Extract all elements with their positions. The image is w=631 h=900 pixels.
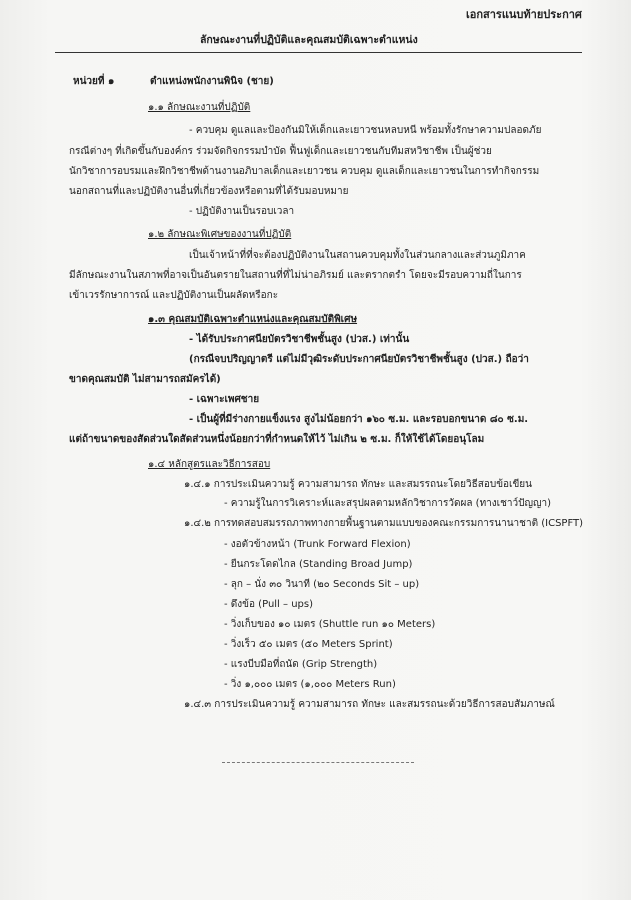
unit-label: หน่วยที่ ๑ [73, 76, 115, 87]
fitness-test-item: - วิ่งเก็บของ ๑๐ เมตร (Shuttle run ๑๐ Meters) [224, 619, 436, 630]
section-1-2-line-3: เข้าเวรรักษาการณ์ และปฏิบัติงานเป็นผลัดหรือกะ [69, 290, 279, 301]
section-1-2-line-2: มีลักษณะงานในสภาพที่อาจเป็นอันตรายในสถานที่ที่ไม่น่าอภิรมย์ และตรากตรำ โดยจะมีรอบความถี่ในการ [69, 270, 522, 281]
section-1-1-line-1: - ควบคุม ดูแลและป้องกันมิให้เด็กและเยาวชนหลบหนี พร้อมทั้งรักษาความปลอดภัย [189, 125, 542, 136]
fitness-test-item: - งอตัวข้างหน้า (Trunk Forward Flexion) [224, 539, 411, 550]
document-title: ลักษณะงานที่ปฏิบัติและคุณสมบัติเฉพาะตำแหน่ง [200, 34, 418, 46]
section-1-3-heading: ๑.๓ คุณสมบัติเฉพาะตำแหน่งและคุณสมบัติพิเศษ [148, 314, 358, 325]
title-divider [55, 52, 582, 53]
fitness-test-item: - ยืนกระโดดไกล (Standing Broad Jump) [224, 559, 413, 570]
section-1-1-line-4: นอกสถานที่และปฏิบัติงานอื่นที่เกี่ยวข้องหรือตามที่ได้รับมอบหมาย [69, 186, 349, 197]
section-1-3-line-4: - เฉพาะเพศชาย [189, 394, 260, 405]
section-1-1-heading: ๑.๑ ลักษณะงานที่ปฏิบัติ [148, 102, 251, 113]
section-1-4-heading: ๑.๔ หลักสูตรและวิธีการสอบ [148, 459, 271, 470]
section-1-1-line-2: กรณีต่างๆ ที่เกิดขึ้นกับองค์กร ร่วมจัดกิจกรรมบำบัด ฟื้นฟูเด็กและเยาวชนกับทีมสหวิชาชีพ เป็นผู้ช่วย [69, 146, 492, 157]
fitness-test-item: - วิ่งเร็ว ๕๐ เมตร (๕๐ Meters Sprint) [224, 639, 393, 650]
section-1-3-line-6: แต่ถ้าขนาดของสัดส่วนใดสัดส่วนหนึ่งน้อยกว่าที่กำหนดให้ไว้ ไม่เกิน ๒ ซ.ม. ก็ให้ใช้ได้โดยอนุโลม [69, 434, 485, 445]
section-1-3-line-1: - ได้รับประกาศนียบัตรวิชาชีพชั้นสูง (ปวส.) เท่านั้น [189, 334, 410, 345]
section-1-1-line-3: นักวิชาการอบรมและฝึกวิชาชีพด้านงานอภิบาลเด็กและเยาวชน ควบคุม ดูแลเด็กและเยาวชนในการทำกิจกรรม [69, 166, 540, 177]
section-1-2-heading: ๑.๒ ลักษณะพิเศษของงานที่ปฏิบัติ [148, 229, 292, 240]
section-1-4-1: ๑.๔.๑ การประเมินความรู้ ความสามารถ ทักษะ และสมรรถนะโดยวิธีสอบข้อเขียน [184, 479, 533, 490]
section-1-3-line-3: ขาดคุณสมบัติ ไม่สามารถสมัครได้) [69, 374, 221, 385]
section-1-1-line-5: - ปฏิบัติงานเป็นรอบเวลา [189, 206, 295, 217]
fitness-test-item: - ดึงข้อ (Pull – ups) [224, 599, 313, 610]
fitness-test-item: - ลุก – นั่ง ๓๐ วินาที (๒๐ Seconds Sit – up) [224, 579, 420, 590]
section-1-3-line-5: - เป็นผู้ที่มีร่างกายแข็งแรง สูงไม่น้อยกว่า ๑๖๐ ซ.ม. และรอบอกขนาด ๘๐ ซ.ม. [189, 414, 529, 425]
position-title: ตำแหน่งพนักงานพินิจ (ชาย) [150, 76, 274, 87]
section-1-2-line-1: เป็นเจ้าหน้าที่ที่จะต้องปฏิบัติงานในสถานควบคุมทั้งในส่วนกลางและส่วนภูมิภาค [189, 250, 526, 261]
section-1-3-line-2: (กรณีจบปริญญาตรี แต่ไม่มีวุฒิระดับประกาศนียบัตรวิชาชีพชั้นสูง (ปวส.) ถือว่า [189, 354, 529, 365]
fitness-test-item: - วิ่ง ๑,๐๐๐ เมตร (๑,๐๐๐ Meters Run) [224, 679, 396, 690]
section-1-4-3: ๑.๔.๓ การประเมินความรู้ ความสามารถ ทักษะ และสมรรถนะด้วยวิธีการสอบสัมภาษณ์ [184, 699, 555, 710]
document-note: เอกสารแนบท้ายประกาศ [466, 8, 582, 21]
section-1-4-1-item: - ความรู้ในการวิเคราะห์และสรุปผลตามหลักวิชาการวัดผล (ทางเชาว์ปัญญา) [224, 498, 551, 509]
fitness-test-item: - แรงบีบมือที่ถนัด (Grip Strength) [224, 659, 378, 670]
section-1-4-2: ๑.๔.๒ การทดสอบสมรรถภาพทางกายพื้นฐานตามแบบของคณะกรรมการนานาชาติ (ICSPFT) [184, 518, 584, 529]
end-divider [222, 762, 414, 763]
